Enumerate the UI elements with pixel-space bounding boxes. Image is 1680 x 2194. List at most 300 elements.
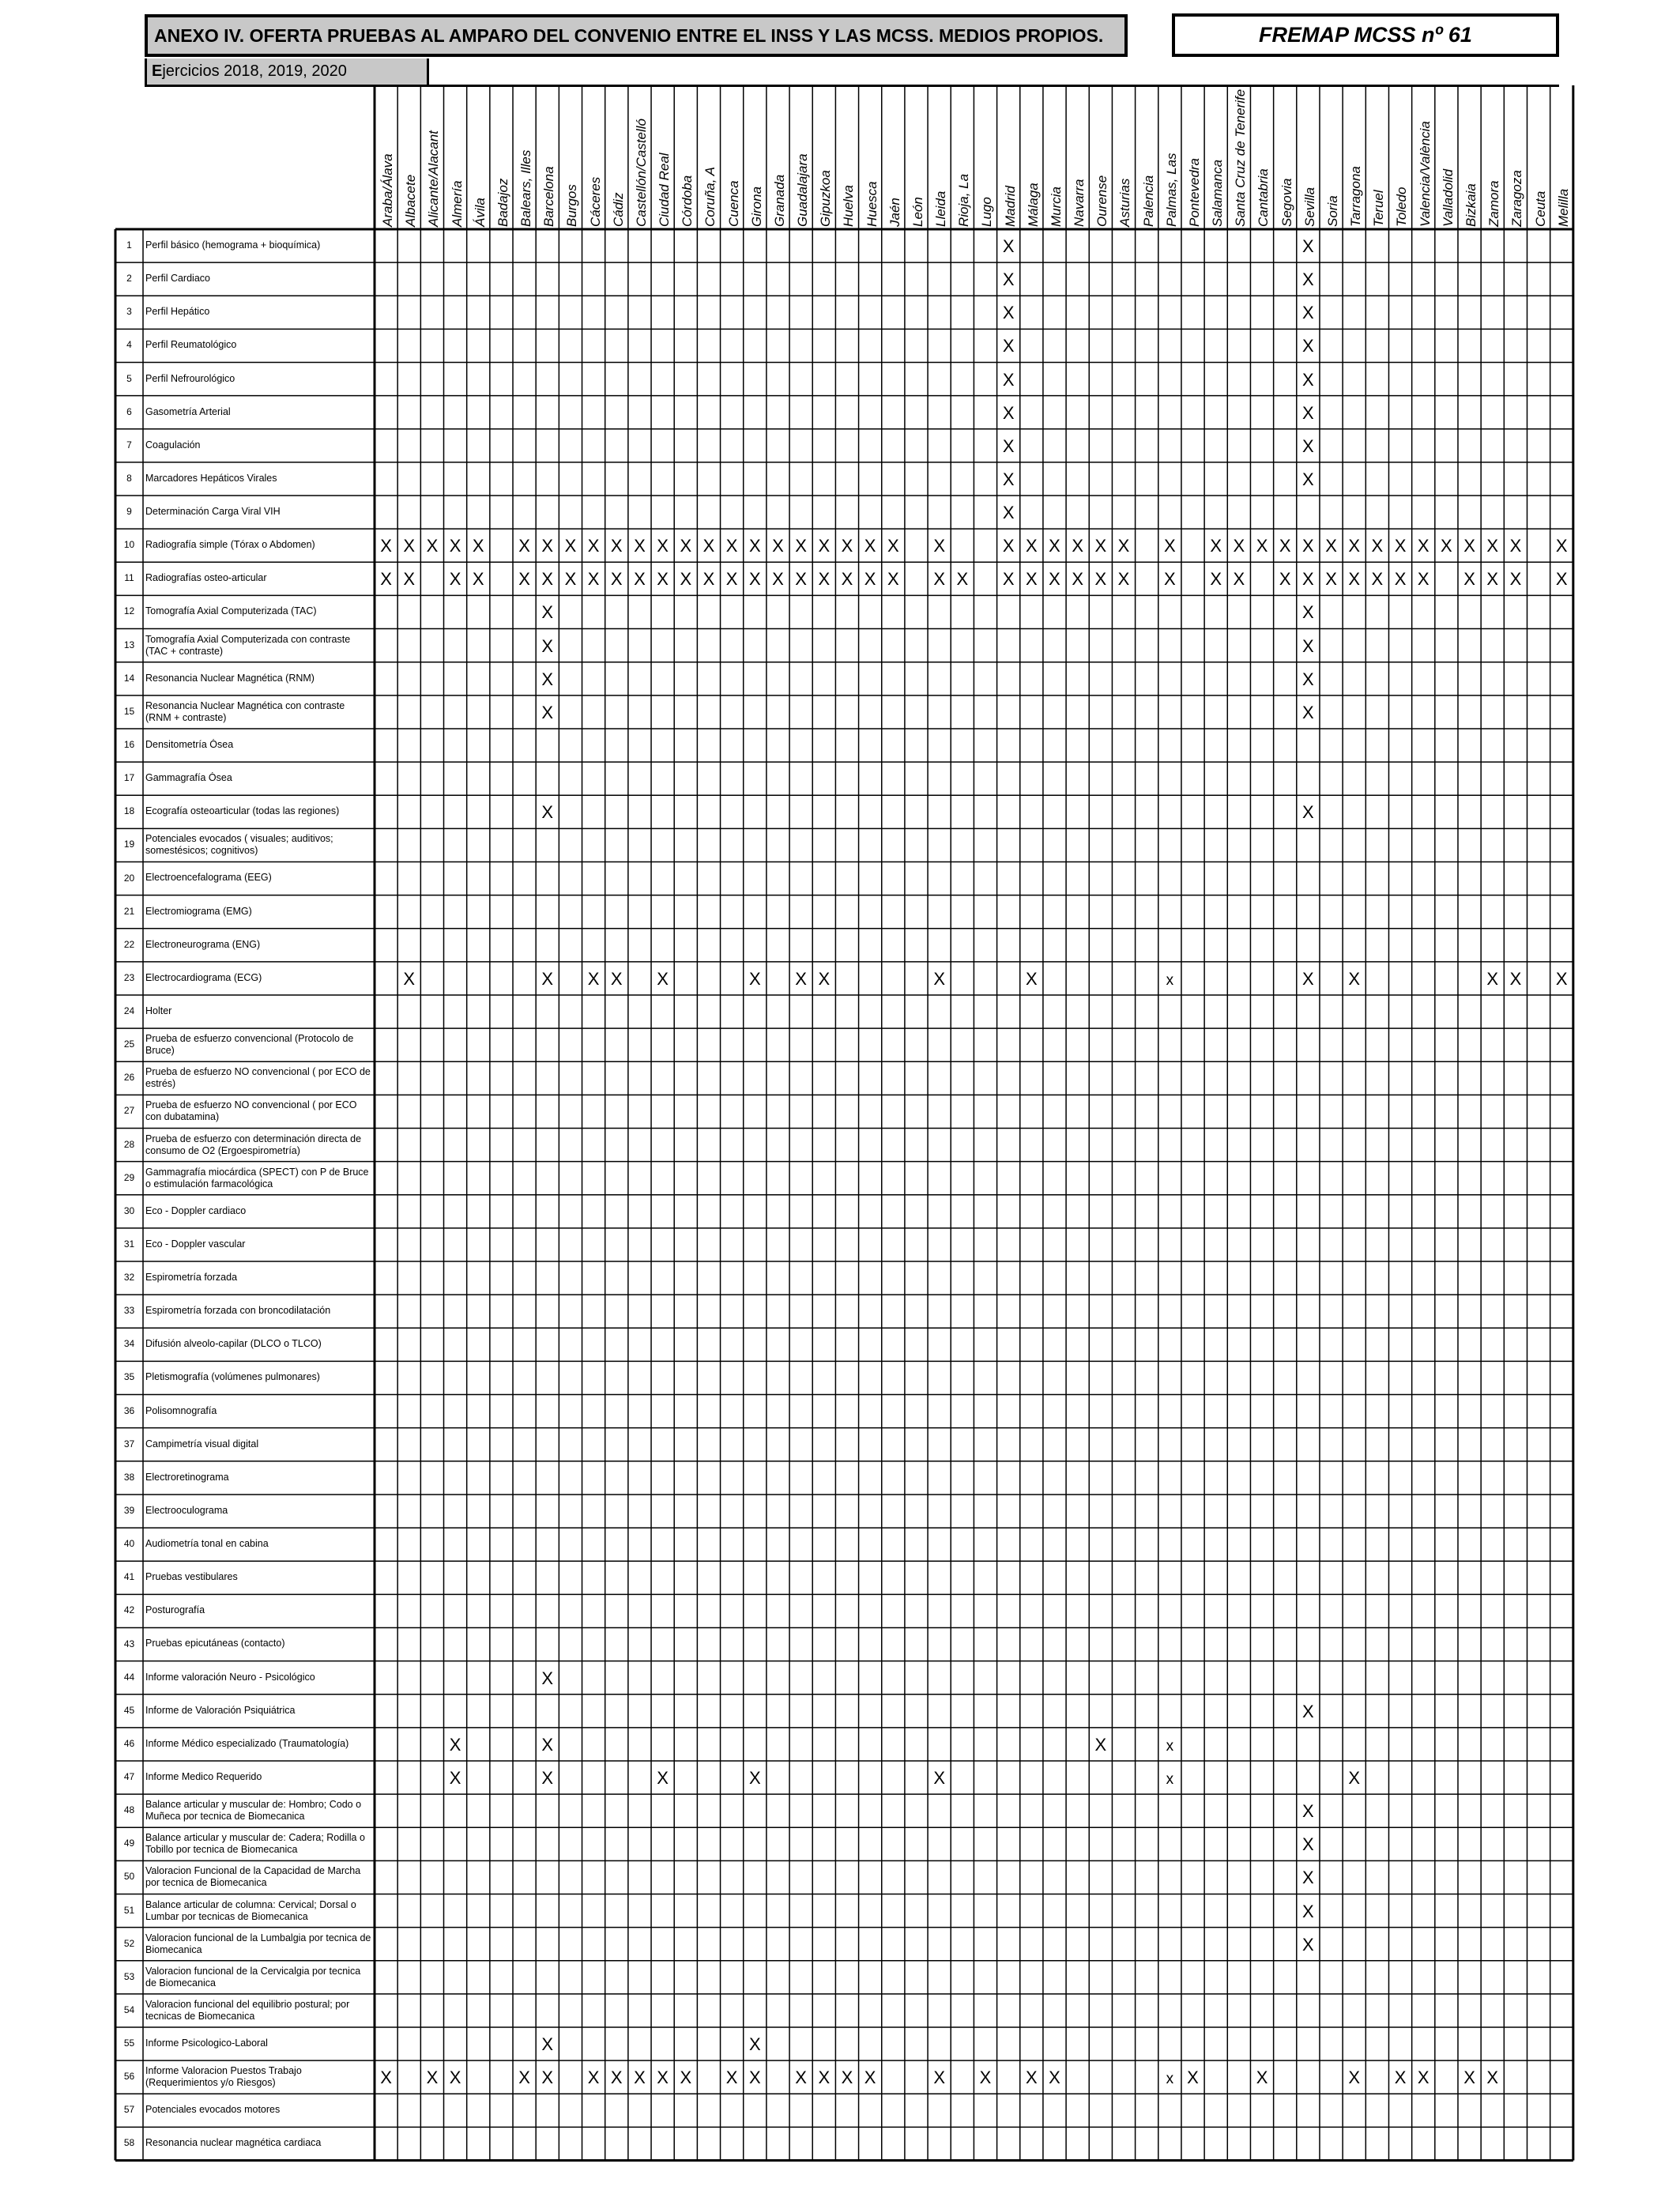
availability-mark: X [541, 635, 554, 656]
province-name: Balears, Illes [518, 149, 534, 227]
test-name: Electrooculograma [145, 1504, 228, 1516]
test-name: Prueba de esfuerzo NO convencional ( por ECO con dubatamina) [145, 1099, 357, 1123]
test-name: Pruebas epicutáneas (contacto) [145, 1638, 285, 1649]
availability-mark: X [1256, 2068, 1268, 2088]
row-number: 44 [123, 1671, 135, 1683]
availability-mark: x [1166, 1770, 1174, 1788]
test-name: Determinación Carga Viral VIH [145, 506, 281, 518]
province-name: Lugo [979, 197, 995, 227]
test-name: Electroencefalograma (EEG) [145, 872, 272, 884]
availability-mark: X [541, 536, 554, 556]
availability-mark: X [1002, 236, 1015, 256]
availability-mark: X [864, 536, 876, 556]
availability-mark: X [541, 702, 554, 722]
availability-mark: X [1302, 1701, 1314, 1721]
test-name: Perfil Reumatológico [145, 339, 237, 351]
row-number: 55 [123, 2038, 135, 2049]
test-name: Eco - Doppler vascular [145, 1238, 246, 1250]
row-number: 19 [123, 839, 135, 850]
province-name: Bizkaia [1463, 183, 1478, 227]
availability-mark: X [518, 569, 530, 590]
availability-mark: X [472, 569, 484, 590]
row-number: 37 [123, 1438, 135, 1449]
availability-mark: X [1302, 1934, 1314, 1955]
test-name: Resonancia Nuclear Magnética (RNM) [145, 672, 315, 684]
availability-mark: X [610, 569, 623, 590]
availability-mark: X [1555, 968, 1568, 989]
test-name: Gasometría Arterial [145, 405, 231, 417]
availability-mark: X [818, 569, 831, 590]
availability-mark: X [1348, 569, 1361, 590]
test-name: Perfil Cardiaco [145, 273, 210, 285]
row-number: 53 [123, 1970, 135, 1982]
province-name: Jaén [887, 198, 902, 227]
availability-mark: X [1164, 536, 1176, 556]
availability-mark: X [380, 536, 392, 556]
availability-mark: X [1486, 569, 1499, 590]
province-name: Cáceres [587, 176, 603, 227]
province-name: Lleida [933, 190, 949, 227]
test-name: Posturografía [145, 1604, 205, 1616]
availability-mark: X [841, 536, 853, 556]
province-name: Cuenca [725, 180, 741, 227]
availability-mark: X [1025, 536, 1038, 556]
test-name: Potenciales evocados ( visuales; auditivos; somestésicos; cognitivos) [145, 833, 333, 857]
availability-mark: X [541, 968, 554, 989]
availability-mark: x [1166, 971, 1174, 989]
row-number: 23 [123, 971, 135, 983]
row-number: 29 [123, 1171, 135, 1183]
availability-mark: X [1094, 569, 1107, 590]
availability-mark: X [1302, 369, 1314, 390]
availability-mark: X [1325, 569, 1337, 590]
availability-mark: X [1417, 569, 1430, 590]
availability-mark: X [1002, 336, 1015, 356]
availability-mark: X [748, 1767, 761, 1788]
test-name: Valoracion Funcional de la Capacidad de Marcha por tecnica de Biomecanica [145, 1865, 361, 1889]
province-name: León [910, 197, 925, 227]
availability-mark: X [818, 968, 831, 989]
availability-mark: X [449, 1734, 461, 1755]
test-name: Prueba de esfuerzo convencional (Protocolo de Bruce) [145, 1033, 354, 1057]
row-number: 28 [123, 1138, 135, 1150]
availability-mark: X [657, 569, 669, 590]
province-name: Toledo [1394, 187, 1410, 227]
province-name: Ciudad Real [657, 153, 672, 227]
availability-mark: X [1302, 802, 1314, 823]
availability-mark: X [1302, 1868, 1314, 1888]
row-number: 35 [123, 1371, 135, 1383]
availability-mark: X [1279, 536, 1291, 556]
availability-mark: X [1302, 968, 1314, 989]
row-number: 56 [123, 2071, 135, 2083]
availability-mark: X [1348, 1767, 1361, 1788]
row-number: 54 [123, 2004, 135, 2015]
availability-mark: X [587, 536, 600, 556]
availability-mark: X [1233, 569, 1245, 590]
province-name: Barcelona [541, 166, 557, 227]
province-name: Ávila [472, 198, 488, 227]
availability-mark: X [1302, 1901, 1314, 1921]
availability-mark: X [933, 536, 945, 556]
availability-mark: X [772, 536, 784, 556]
test-name: Holter [145, 1005, 172, 1016]
availability-mark: X [725, 569, 738, 590]
availability-mark: X [1002, 536, 1015, 556]
availability-mark: X [541, 569, 554, 590]
row-number: 14 [123, 672, 135, 684]
availability-mark: X [1509, 536, 1522, 556]
province-name: Girona [748, 186, 764, 227]
test-name: Electroretinograma [145, 1471, 229, 1483]
availability-mark: X [818, 536, 831, 556]
row-number: 1 [126, 239, 132, 251]
test-name: Polisomnografía [145, 1404, 217, 1416]
availability-mark: X [541, 669, 554, 689]
test-name: Pruebas vestibulares [145, 1571, 238, 1583]
availability-mark: X [1302, 1801, 1314, 1822]
availability-mark: X [864, 569, 876, 590]
row-number: 48 [123, 1804, 135, 1816]
availability-mark: X [795, 2068, 807, 2088]
test-name: Perfil Nefrourológico [145, 372, 235, 384]
availability-mark: X [887, 569, 899, 590]
province-name: Cádiz [610, 192, 626, 227]
province-name: Gipuzkoa [818, 170, 834, 227]
province-name: Sevilla [1301, 187, 1317, 227]
availability-mark: x [1166, 1737, 1174, 1755]
row-number: 26 [123, 1072, 135, 1084]
availability-mark: X [449, 569, 461, 590]
availability-mark: X [795, 968, 807, 989]
availability-mark: X [564, 536, 577, 556]
row-number: 46 [123, 1737, 135, 1749]
availability-mark: X [1117, 569, 1130, 590]
province-name: Tarragona [1348, 166, 1364, 227]
availability-mark: X [1371, 569, 1384, 590]
row-number: 38 [123, 1471, 135, 1483]
availability-mark: X [1302, 669, 1314, 689]
availability-mark: X [1049, 536, 1060, 556]
test-name: Tomografía Axial Computerizada (TAC) [145, 605, 317, 617]
row-number: 2 [126, 273, 132, 285]
availability-mark: X [1210, 536, 1222, 556]
row-number: 10 [123, 539, 135, 551]
province-name: Zamora [1486, 180, 1502, 227]
test-name: Resonancia Nuclear Magnética con contraste (RNM + contraste) [145, 699, 345, 723]
province-name: Teruel [1371, 190, 1387, 227]
row-number: 18 [123, 805, 135, 817]
availability-mark: X [1233, 536, 1245, 556]
row-number: 52 [123, 1937, 135, 1949]
test-name: Ecografía osteoarticular (todas las regiones) [145, 805, 340, 817]
availability-mark: X [403, 569, 416, 590]
province-name: Córdoba [680, 175, 695, 227]
availability-mark: X [587, 2068, 600, 2088]
availability-mark: X [748, 536, 761, 556]
availability-mark: X [541, 2068, 554, 2088]
test-name: Radiografías osteo-articular [145, 572, 267, 584]
availability-mark: X [1002, 369, 1015, 390]
fiscal-years-initial: E [152, 62, 163, 80]
province-name: Melilla [1555, 188, 1571, 227]
availability-mark: X [1072, 536, 1084, 556]
test-name: Pletismografía (volúmenes pulmonares) [145, 1371, 320, 1383]
availability-mark: X [933, 569, 945, 590]
availability-mark: X [1302, 602, 1314, 623]
test-name: Coagulación [145, 439, 201, 450]
availability-mark: X [841, 569, 853, 590]
row-number: 49 [123, 1838, 135, 1849]
row-number: 12 [123, 605, 135, 617]
availability-mark: X [703, 569, 715, 590]
row-number: 41 [123, 1571, 135, 1583]
test-name: Gammagrafía Ósea [145, 772, 232, 784]
availability-mark: X [426, 2068, 439, 2088]
availability-mark: X [1025, 968, 1038, 989]
availability-mark: X [1094, 1734, 1107, 1755]
availability-mark: X [518, 2068, 530, 2088]
row-number: 51 [123, 1904, 135, 1916]
test-name: Potenciales evocados motores [145, 2104, 281, 2116]
availability-mark: X [1049, 569, 1060, 590]
test-name: Electromiograma (EMG) [145, 905, 252, 917]
availability-mark: X [1325, 536, 1337, 556]
availability-mark: X [795, 569, 807, 590]
availability-mark: X [449, 2068, 461, 2088]
row-number: 50 [123, 1871, 135, 1883]
availability-mark: X [541, 1767, 554, 1788]
row-number: 24 [123, 1005, 135, 1017]
availability-mark: X [1417, 2068, 1430, 2088]
availability-mark: X [1002, 303, 1015, 323]
province-name: Málaga [1025, 183, 1041, 227]
availability-mark: X [1555, 536, 1568, 556]
row-number: 6 [126, 405, 132, 417]
availability-mark: X [1002, 402, 1015, 423]
availability-mark: X [541, 802, 554, 823]
availability-mark: X [1302, 469, 1314, 489]
row-number: 30 [123, 1204, 135, 1216]
availability-mark: X [1302, 336, 1314, 356]
availability-mark: X [1117, 536, 1130, 556]
availability-mark: X [748, 968, 761, 989]
availability-mark: X [1302, 303, 1314, 323]
fiscal-years-text: jercicios 2018, 2019, 2020 [162, 62, 347, 80]
row-number: 32 [123, 1272, 135, 1284]
availability-mark: X [1302, 1834, 1314, 1855]
availability-mark: X [1394, 569, 1407, 590]
availability-mark: X [1417, 536, 1430, 556]
province-name: Madrid [1002, 186, 1018, 227]
availability-mark: X [841, 2068, 853, 2088]
test-name: Difusión alveolo-capilar (DLCO o TLCO) [145, 1338, 322, 1350]
availability-mark: X [541, 602, 554, 623]
province-name: Araba/Álava [380, 153, 395, 227]
availability-mark: X [725, 2068, 738, 2088]
availability-mark: X [1302, 402, 1314, 423]
test-name: Valoracion funcional del equilibrio postural; por tecnicas de Biomecanica [145, 1998, 350, 2022]
availability-mark: X [634, 569, 646, 590]
availability-mark: X [772, 569, 784, 590]
availability-mark: X [1210, 569, 1222, 590]
availability-mark: X [1187, 2068, 1199, 2088]
test-name: Campimetría visual digital [145, 1438, 259, 1449]
availability-mark: X [1463, 536, 1475, 556]
row-number: 39 [123, 1505, 135, 1516]
row-number: 43 [123, 1638, 135, 1649]
test-name: Espirometría forzada con broncodilatación [145, 1305, 331, 1317]
availability-mark: X [541, 1734, 554, 1755]
province-name: Santa Cruz de Tenerife [1233, 89, 1249, 227]
province-name: Castellón/Castelló [633, 118, 649, 227]
availability-mark: X [657, 2068, 669, 2088]
availability-mark: X [1002, 435, 1015, 456]
availability-mark: X [725, 536, 738, 556]
availability-mark: X [1279, 569, 1291, 590]
availability-mark: X [1302, 236, 1314, 256]
availability-mark: X [1256, 536, 1268, 556]
availability-mark: X [610, 2068, 623, 2088]
availability-mark: X [1348, 968, 1361, 989]
availability-mark: X [1002, 469, 1015, 489]
province-name: Salamanca [1210, 159, 1226, 227]
test-name: Electrocardiograma (ECG) [145, 971, 262, 983]
test-name: Resonancia nuclear magnética cardiaca [145, 2137, 322, 2149]
organization-badge: FREMAP MCSS nº 61 [1172, 13, 1559, 57]
availability-mark: X [1302, 536, 1314, 556]
test-name: Balance articular de columna: Cervical; Dorsal o Lumbar por tecnicas de Biomecanica [145, 1898, 356, 1922]
availability-mark: X [1025, 2068, 1038, 2088]
availability-mark: X [380, 2068, 392, 2088]
test-name: Gammagrafía miocárdica (SPECT) con P de Bruce o estimulación farmacológica [145, 1166, 369, 1189]
availability-mark: X [1555, 569, 1568, 590]
province-name: Cantabria [1256, 168, 1271, 227]
province-name: Valencia/València [1417, 121, 1433, 227]
availability-mark: X [1348, 536, 1361, 556]
availability-mark: X [587, 968, 600, 989]
row-number: 57 [123, 2104, 135, 2116]
province-name: Palencia [1140, 175, 1156, 227]
test-name: Marcadores Hepáticos Virales [145, 472, 277, 484]
availability-mark: X [1463, 569, 1475, 590]
province-name: Zaragoza [1509, 170, 1525, 227]
row-number: 16 [123, 739, 135, 750]
availability-mark: X [1486, 968, 1499, 989]
availability-mark: X [1486, 536, 1499, 556]
province-name: Burgos [564, 184, 580, 227]
test-name: Informe de Valoración Psiquiátrica [145, 1704, 296, 1716]
province-name: Badajoz [495, 178, 510, 227]
province-name: Guadalajara [795, 153, 811, 227]
availability-mark: X [1371, 536, 1384, 556]
row-number: 25 [123, 1039, 135, 1050]
availability-mark: X [610, 968, 623, 989]
row-number: 17 [123, 772, 135, 784]
availability-mark: X [1509, 569, 1522, 590]
test-name: Prueba de esfuerzo NO convencional ( por ECO de estrés) [145, 1066, 371, 1090]
test-name: Perfil Hepático [145, 306, 210, 318]
availability-mark: x [1166, 2071, 1174, 2088]
row-number: 40 [123, 1538, 135, 1550]
row-number: 5 [126, 372, 132, 384]
row-number: 58 [123, 2137, 135, 2149]
province-name: Coruña, A [703, 167, 718, 227]
availability-mark: X [680, 569, 692, 590]
availability-mark: X [979, 2068, 992, 2088]
test-name: Informe Valoracion Puestos Trabajo (Requerimientos y/o Riesgos) [145, 2065, 302, 2089]
row-number: 7 [126, 439, 132, 450]
province-name: Ceuta [1532, 190, 1548, 227]
province-name: Palmas, Las [1163, 153, 1179, 227]
availability-mark: X [748, 2068, 761, 2088]
availability-mark: X [541, 1668, 554, 1688]
row-number: 13 [123, 639, 135, 650]
availability-mark: X [1002, 270, 1015, 290]
availability-mark: X [1094, 536, 1107, 556]
availability-mark: X [541, 2034, 554, 2055]
availability-mark: X [449, 536, 461, 556]
availability-mark: X [933, 1767, 945, 1788]
availability-mark: X [564, 569, 577, 590]
availability-mark: X [748, 569, 761, 590]
row-number: 15 [123, 705, 135, 717]
row-number: 36 [123, 1404, 135, 1416]
province-name: Alicante/Alacant [426, 130, 442, 227]
availability-mark: X [1164, 569, 1176, 590]
province-name: Valladolid [1440, 168, 1456, 227]
test-name: Perfil básico (hemograma + bioquímica) [145, 239, 321, 251]
annex-title: ANEXO IV. OFERTA PRUEBAS AL AMPARO DEL CONVENIO ENTRE EL INSS Y LAS MCSS. MEDIOS PROPIOS. [145, 14, 1128, 57]
availability-mark: X [748, 2034, 761, 2055]
row-number: 22 [123, 938, 135, 950]
province-name: Murcia [1048, 186, 1064, 227]
availability-mark: X [956, 569, 969, 590]
availability-mark: X [680, 536, 692, 556]
row-number: 42 [123, 1604, 135, 1616]
availability-mark: X [518, 536, 530, 556]
province-name: Huesca [864, 181, 880, 227]
test-name: Valoracion funcional de la Cervicalgia por tecnica de Biomecanica [145, 1965, 361, 1989]
availability-mark: X [587, 569, 600, 590]
test-name: Audiometría tonal en cabina [145, 1538, 269, 1550]
availability-mark: X [1394, 536, 1407, 556]
availability-mark: X [1302, 569, 1314, 590]
availability-mark: X [703, 536, 715, 556]
availability-mark: X [795, 536, 807, 556]
availability-mark: X [403, 536, 416, 556]
test-name: Radiografía simple (Tórax o Abdomen) [145, 539, 315, 551]
row-number: 27 [123, 1105, 135, 1117]
test-name: Electroneurograma (ENG) [145, 938, 261, 950]
province-name: Pontevedra [1186, 158, 1202, 227]
test-name: Informe valoración Neuro - Psicológico [145, 1671, 315, 1683]
availability-mark: X [887, 536, 899, 556]
availability-mark: X [634, 2068, 646, 2088]
availability-mark: X [1348, 2068, 1361, 2088]
test-name: Tomografía Axial Computerizada con contraste (TAC + contraste) [145, 633, 351, 657]
test-name: Valoracion funcional de la Lumbalgia por tecnica de Biomecanica [145, 1932, 371, 1955]
availability-mark: X [1025, 569, 1038, 590]
row-number: 3 [126, 306, 132, 318]
row-number: 34 [123, 1338, 135, 1350]
province-name: Albacete [403, 174, 419, 227]
availability-mark: X [610, 536, 623, 556]
availability-mark: X [657, 968, 669, 989]
test-name: Informe Medico Requerido [145, 1770, 262, 1782]
test-name: Prueba de esfuerzo con determinación directa de consumo de O2 (Ergoespirometría) [145, 1133, 362, 1156]
province-name: Segovia [1279, 178, 1294, 227]
